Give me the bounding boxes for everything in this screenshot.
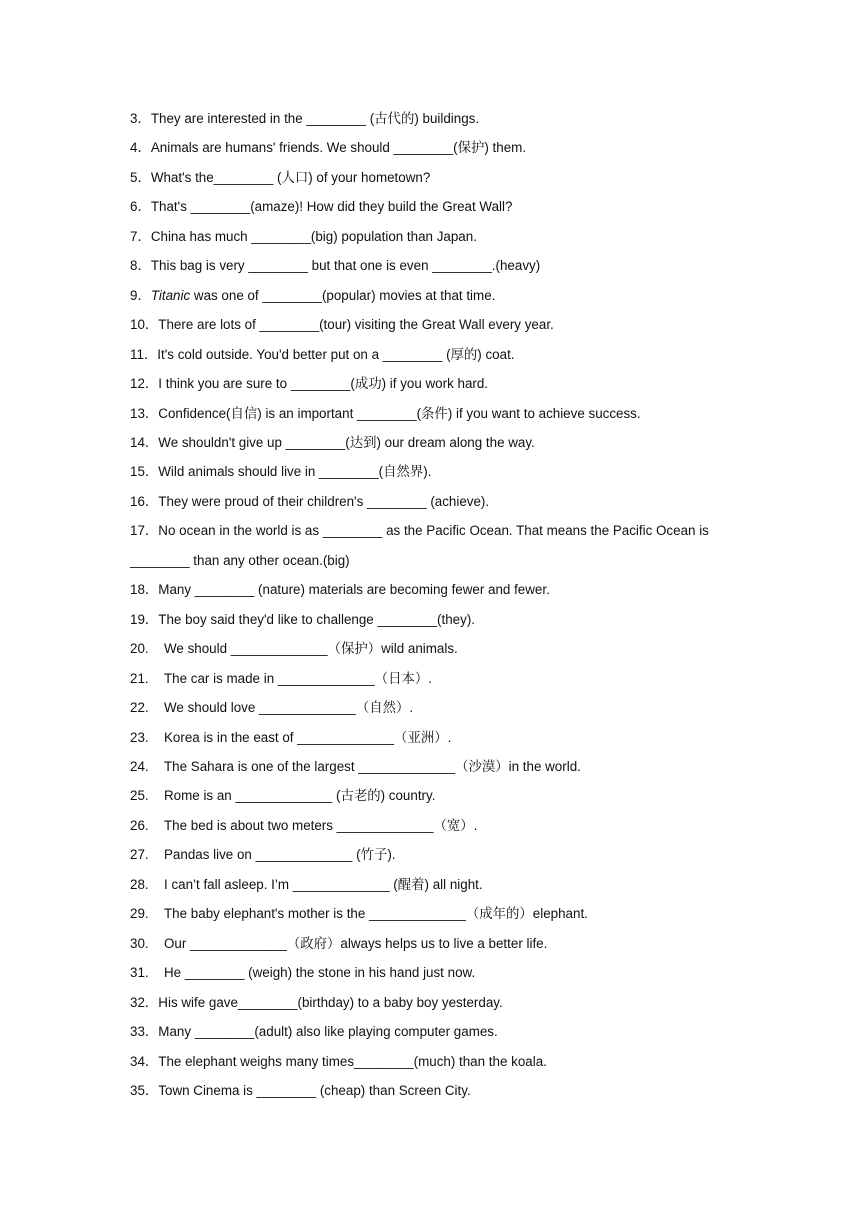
item-number: 34．: [130, 1053, 159, 1069]
item-number: 9．: [130, 287, 151, 303]
item-number: 5．: [130, 169, 151, 185]
exercise-item: [130, 310, 740, 339]
item-text: Many ________ (nature) materials are becoming fewer and fewer.: [158, 582, 550, 598]
item-number: 25.: [130, 788, 149, 804]
item-number: 3．: [130, 111, 151, 126]
item-number: 29.: [130, 906, 149, 922]
exercise-item: [130, 870, 740, 899]
item-text: There are lots of ________(tour) visiting the Great Wall every year.: [158, 317, 554, 333]
exercise-item: [130, 487, 740, 516]
exercise-item: [130, 104, 740, 133]
item-text: Many ________(adult) also like playing computer games.: [158, 1024, 498, 1040]
exercise-item: [130, 428, 740, 457]
item-text: It's cold outside. You'd better put on a ________ (厚的) coat.: [157, 346, 515, 362]
item-text: The bed is about two meters _____________（宽）.: [164, 817, 478, 833]
item-text: The Sahara is one of the largest _____________（沙漠）in the world.: [164, 758, 581, 774]
exercise-item: [130, 605, 740, 634]
exercise-item: [130, 811, 740, 840]
exercise-item: [130, 693, 740, 722]
item-number: 20.: [130, 641, 149, 657]
item-number: 16．: [130, 493, 159, 509]
item-text: Confidence(自信) is an important ________(条件) if you want to achieve success.: [158, 405, 641, 421]
exercise-item: [130, 929, 740, 958]
item-number: 13．: [130, 405, 159, 421]
item-number: 6．: [130, 199, 151, 215]
item-text: Pandas live on _____________ (竹子).: [164, 847, 396, 863]
exercise-item: [130, 958, 740, 987]
item-text: I can’t fall asleep. I’m _____________ (醒着) all night.: [164, 876, 483, 892]
item-number: 35．: [130, 1082, 159, 1098]
exercise-item: [130, 664, 740, 693]
item-text: We should _____________（保护）wild animals.: [164, 641, 458, 657]
item-text: Our _____________（政府）always helps us to live a better life.: [164, 935, 548, 951]
item-number: 23.: [130, 729, 149, 745]
item-number: 33．: [130, 1024, 159, 1040]
item-text: This bag is very ________ but that one is even ________.(heavy): [150, 258, 541, 274]
item-text: That's ________(amaze)! How did they build the Great Wall?: [150, 199, 513, 215]
exercise-item: [130, 1047, 740, 1076]
exercise-list: [130, 104, 740, 1105]
exercise-item: [130, 340, 740, 369]
exercise-item: [130, 251, 740, 280]
item-number: 4．: [130, 140, 151, 156]
exercise-item: [130, 781, 740, 810]
item-text: The boy said they'd like to challenge ________(they).: [158, 611, 475, 627]
item-number: 26.: [130, 817, 149, 833]
item-number: 31.: [130, 965, 149, 981]
exercise-item: [130, 899, 740, 928]
item-text: The car is made in _____________（日本）.: [164, 670, 432, 686]
item-text: The elephant weighs many times________(much) than the koala.: [158, 1053, 547, 1069]
item-number: 19．: [130, 611, 159, 627]
exercise-item: [130, 222, 740, 251]
exercise-item: [130, 457, 740, 486]
exercise-item: [130, 369, 740, 398]
item-number: 24.: [130, 758, 149, 774]
item-number: 22.: [130, 700, 149, 716]
item-number: 8．: [130, 258, 151, 274]
item-text: Animals are humans' friends. We should ________(保护) them.: [150, 140, 527, 156]
exercise-item: [130, 516, 740, 575]
item-number: 28.: [130, 876, 149, 892]
item-text: No ocean in the world is as ________ as the Pacific Ocean. That means the Pacific Ocean is ________ than any other ocean.(big): [130, 523, 709, 568]
item-text: They are interested in the ________ (古代的) buildings.: [150, 111, 480, 126]
item-text: What's the________ (人口) of your hometown?: [150, 169, 431, 185]
item-number: 21.: [130, 670, 149, 686]
item-text: His wife gave________(birthday) to a baby boy yesterday.: [158, 994, 503, 1010]
item-text: Rome is an _____________ (古老的) country.: [164, 788, 436, 804]
exercise-item: [130, 752, 740, 781]
exercise-item: [130, 1076, 740, 1105]
exercise-item: [130, 723, 740, 752]
exercise-item: [130, 399, 740, 428]
item-number: 12．: [130, 376, 159, 392]
item-number: 18．: [130, 582, 159, 598]
item-text: I think you are sure to ________(成功) if you work hard.: [158, 376, 489, 392]
exercise-item: [130, 988, 740, 1017]
item-number: 30.: [130, 935, 149, 951]
exercise-item: [130, 192, 740, 221]
item-number: 27.: [130, 847, 149, 863]
item-text: They were proud of their children's ________ (achieve).: [158, 493, 490, 509]
item-text: He ________ (weigh) the stone in his hand just now.: [164, 965, 476, 981]
exercise-item: [130, 163, 740, 192]
item-number: 14．: [130, 434, 159, 450]
exercise-item: [130, 281, 740, 310]
item-text: was one of ________(popular) movies at that time.: [190, 287, 496, 303]
exercise-item: [130, 575, 740, 604]
item-text: We shouldn't give up ________(达到) our dream along the way.: [158, 434, 535, 450]
exercise-item: [130, 1017, 740, 1046]
item-text: Town Cinema is ________ (cheap) than Screen City.: [158, 1082, 471, 1098]
item-text: Korea is in the east of _____________（亚洲）.: [164, 729, 452, 745]
item-text: We should love _____________（自然）.: [164, 700, 414, 716]
item-italic-title: Titanic: [150, 287, 191, 303]
exercise-item: [130, 840, 740, 869]
exercise-item: [130, 634, 740, 663]
exercise-item: [130, 133, 740, 162]
item-text: China has much ________(big) population than Japan.: [150, 228, 477, 244]
item-number: 10．: [130, 317, 159, 333]
item-number: 32．: [130, 994, 159, 1010]
item-number: 7．: [130, 228, 151, 244]
item-text: Wild animals should live in ________(自然界).: [158, 464, 432, 480]
item-number: 11．: [130, 346, 158, 362]
item-text: The baby elephant's mother is the _____________（成年的）elephant.: [164, 906, 588, 922]
item-number: 17．: [130, 523, 159, 539]
item-number: 15．: [130, 464, 159, 480]
